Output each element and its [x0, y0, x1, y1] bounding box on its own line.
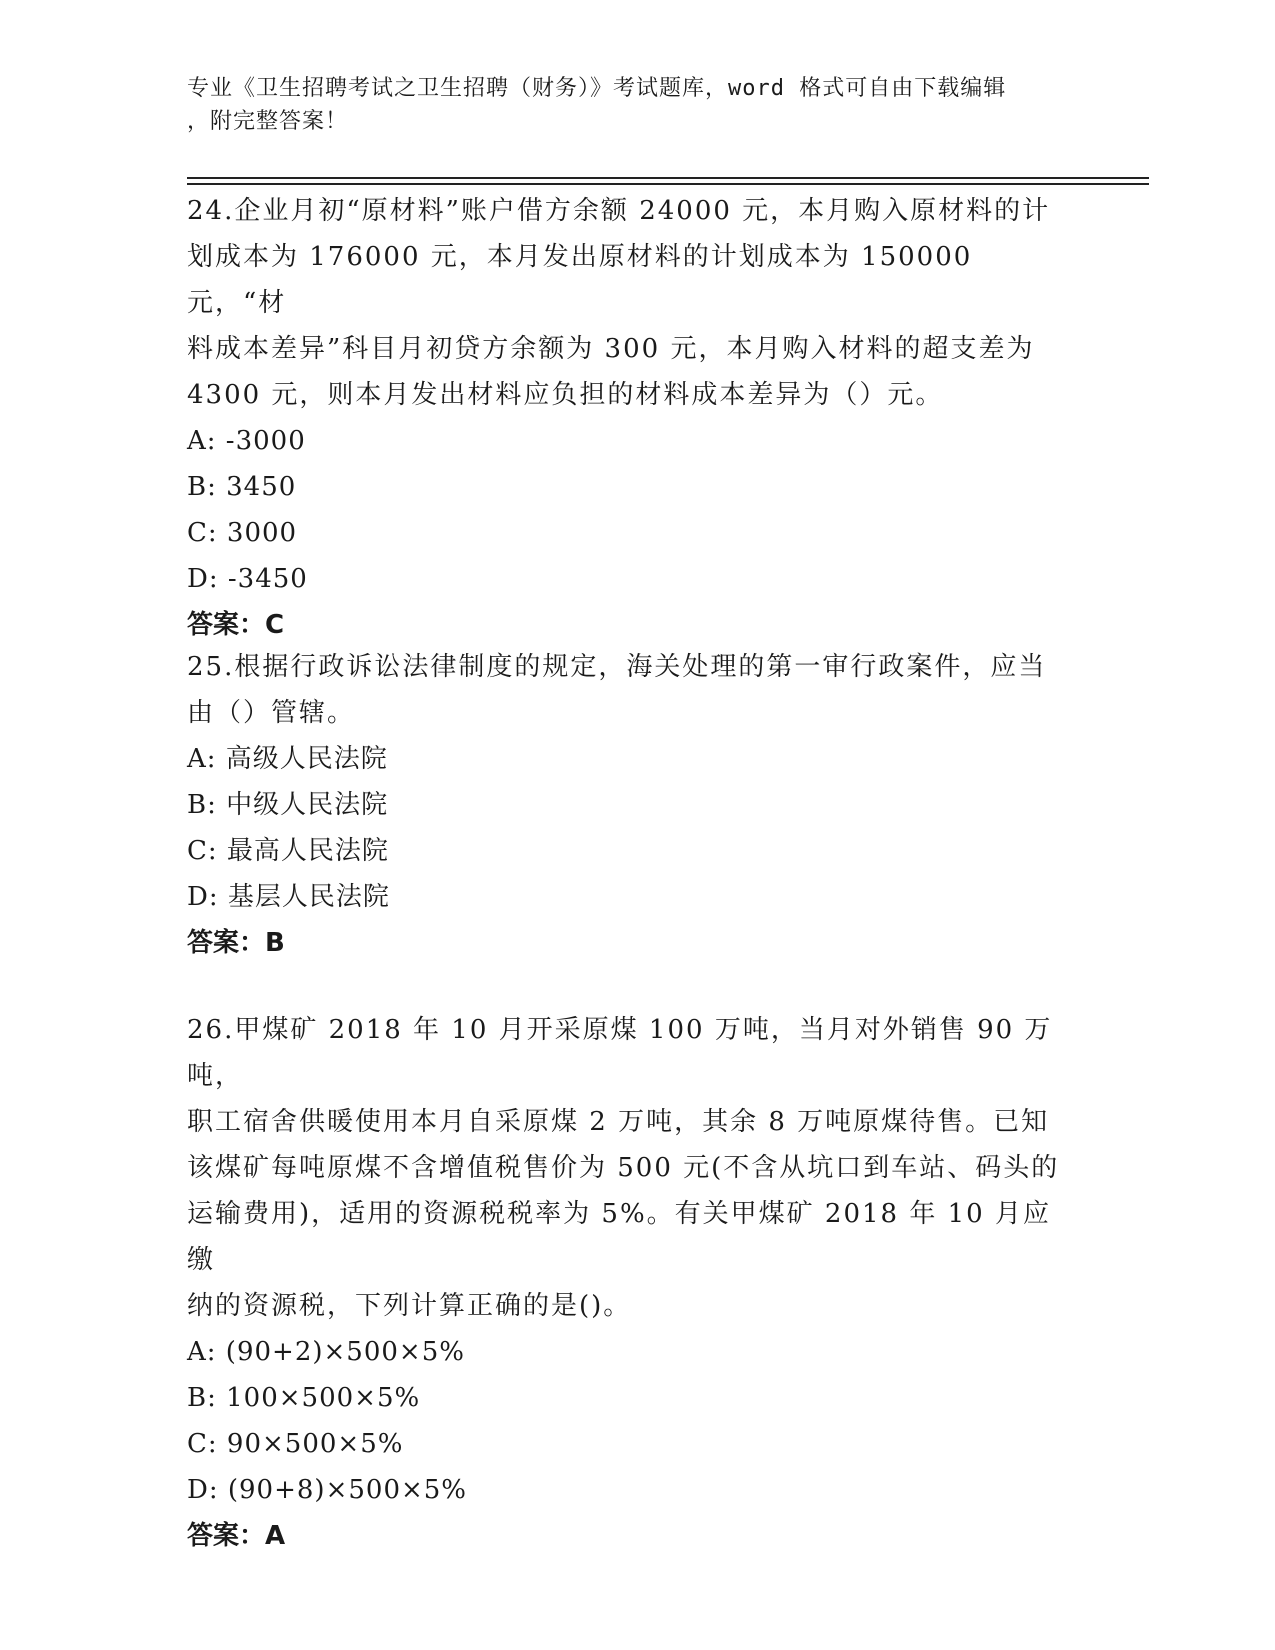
option-a: A: 高级人民法院 — [187, 744, 388, 774]
stem-line: 25.根据行政诉讼法律制度的规定，海关处理的第一审行政案件，应当 — [187, 652, 1047, 682]
question-stem — [187, 1007, 1067, 1329]
stem-line: 由（）管辖。 — [187, 698, 356, 728]
stem-line: 纳的资源税，下列计算正确的是()。 — [187, 1291, 632, 1321]
option-b: B: 中级人民法院 — [187, 790, 389, 820]
question-25 — [187, 644, 1067, 966]
option-d: D: -3450 — [187, 564, 308, 594]
option-b: B: 100×500×5% — [187, 1383, 421, 1413]
stem-line: 职工宿舍供暖使用本月自采原煤 2 万吨，其余 8 万吨原煤待售。已知 — [187, 1107, 1050, 1137]
option-d: D: 基层人民法院 — [187, 882, 390, 912]
header-line-1: 专业《卫生招聘考试之卫生招聘（财务）》考试题库，word 格式可自由下载编辑 — [187, 76, 1007, 101]
stem-line: 料成本差异”科目月初贷方余额为 300 元，本月购入材料的超支差为 — [187, 334, 1035, 364]
option-c: C: 90×500×5% — [187, 1429, 404, 1459]
option-a: A: -3000 — [187, 426, 306, 456]
option-b: B: 3450 — [187, 472, 297, 502]
stem-line: 26.甲煤矿 2018 年 10 月开采原煤 100 万吨，当月对外销售 90 万吨， — [187, 1015, 1053, 1091]
stem-line: 该煤矿每吨原煤不含增值税售价为 500 元(不含从坑口到车站、码头的 — [187, 1153, 1060, 1183]
option-c: C: 最高人民法院 — [187, 836, 389, 866]
question-26 — [187, 1007, 1067, 1559]
header-divider-bottom — [187, 183, 1149, 185]
option-d: D: (90+8)×500×5% — [187, 1475, 468, 1505]
header-divider-top — [187, 177, 1149, 179]
answer: 答案：A — [187, 1521, 286, 1551]
stem-line: 4300 元，则本月发出材料应负担的材料成本差异为（）元。 — [187, 380, 944, 410]
answer: 答案：C — [187, 610, 285, 640]
question-stem — [187, 188, 1067, 418]
document-header — [187, 72, 1067, 138]
option-c: C: 3000 — [187, 518, 298, 548]
header-line-2: ，附完整答案！ — [187, 109, 349, 134]
question-stem — [187, 644, 1067, 736]
stem-line: 划成本为 176000 元，本月发出原材料的计划成本为 150000 元，“材 — [187, 242, 973, 318]
option-a: A: (90+2)×500×5% — [187, 1337, 465, 1367]
answer: 答案：B — [187, 928, 285, 958]
question-24 — [187, 188, 1067, 648]
stem-line: 24.企业月初“原材料”账户借方余额 24000 元，本月购入原材料的计 — [187, 196, 1051, 226]
stem-line: 运输费用)，适用的资源税税率为 5%。有关甲煤矿 2018 年 10 月应缴 — [187, 1199, 1051, 1275]
